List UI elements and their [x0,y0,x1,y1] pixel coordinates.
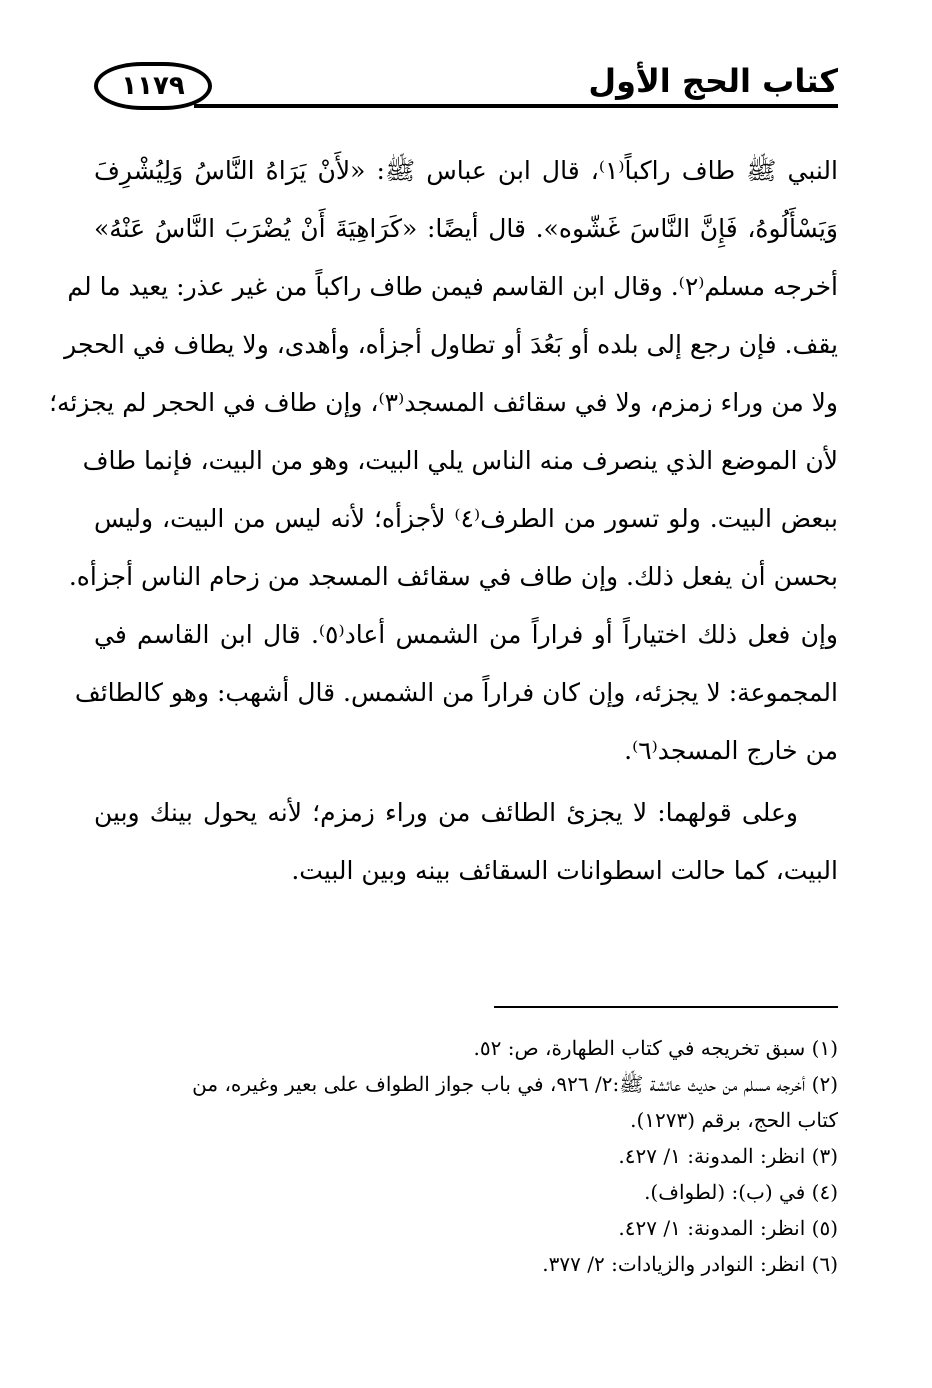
paragraph-1 [49,142,839,780]
text-line: النبي ﷺ طاف راكباً⁽١⁾، قال ابن عباس ﷺ: «لأَنْ يَرَاهُ النَّاسُ وَلِيُشْرِفَ [94,156,838,185]
footnote-5: (٥) انظر: المدونة: ١/ ٤٢٧. [618,1216,838,1240]
footnote-1: (١) سبق تخريجه في كتاب الطهارة، ص: ٥٢. [473,1036,838,1060]
paragraph-2 [94,784,838,900]
text-line: ولا من وراء زمزم، ولا في سقائف المسجد⁽٣⁾، وإن طاف في الحجر لم يجزئه؛ [49,388,838,417]
text-line: أخرجه مسلم⁽٢⁾. وقال ابن القاسم فيمن طاف راكباً من غير عذر: يعيد ما لم [67,272,838,301]
header-rule [194,104,838,108]
running-title: كتاب الحج الأول [588,62,838,100]
body-text [49,142,839,900]
text-line: ببعض البيت. ولو تسور من الطرف⁽٤⁾ لأجزأه؛ لأنه ليس من البيت، وليس [94,504,838,533]
page-header [94,56,838,146]
text-line: وإن فعل ذلك اختياراً أو فراراً من الشمس أعاد⁽٥⁾. قال ابن القاسم في [94,620,839,649]
text-line: لأن الموضع الذي ينصرف منه الناس يلي البيت، وهو من البيت، فإنما طاف [82,446,838,475]
text-line: من خارج المسجد⁽٦⁾. [624,736,838,765]
footnote-2-continued: كتاب الحج، برقم (١٢٧٣). [630,1108,838,1132]
text-line: البيت، كما حالت اسطوانات السقائف بينه وبين البيت. [291,856,838,885]
footnote-separator [494,1006,838,1008]
footnote-3: (٣) انظر: المدونة: ١/ ٤٢٧. [618,1144,838,1168]
text-line: وعلى قولهما: لا يجزئ الطائف من وراء زمزم؛ لأنه يحول بينك وبين [94,798,798,827]
footnote-4: (٤) في (ب): (لطواف). [644,1180,838,1204]
page-number: ١١٧٩ [94,62,212,110]
text-line: المجموعة: لا يجزئه، وإن كان فراراً من الشمس. قال أشهب: وهو كالطائف [74,678,838,707]
text-line: يقف. فإن رجع إلى بلده أو بَعُدَ أو تطاول أجزأه، وأهدى، ولا يطاف في الحجر [64,330,838,359]
text-line: وَيَسْأَلُوهُ، فَإِنَّ النَّاسَ غَشّوه». قال أيضًا: «كَرَاهِيَةَ أَنْ يُضْرَبَ النَّاسُ عَنْهُ» [94,214,838,243]
footnote-6: (٦) انظر: النوادر والزيادات: ٢/ ٣٧٧. [542,1252,838,1276]
footnotes [94,1030,838,1282]
text-line: بحسن أن يفعل ذلك. وإن طاف في سقائف المسجد من زحام الناس أجزأه. [68,562,838,591]
footnote-2: (٢) أخرجه مسلم من حديث عائشة ﷺ:٢/ ٩٢٦، في باب جواز الطواف على بعير وغيره، من [192,1072,838,1096]
